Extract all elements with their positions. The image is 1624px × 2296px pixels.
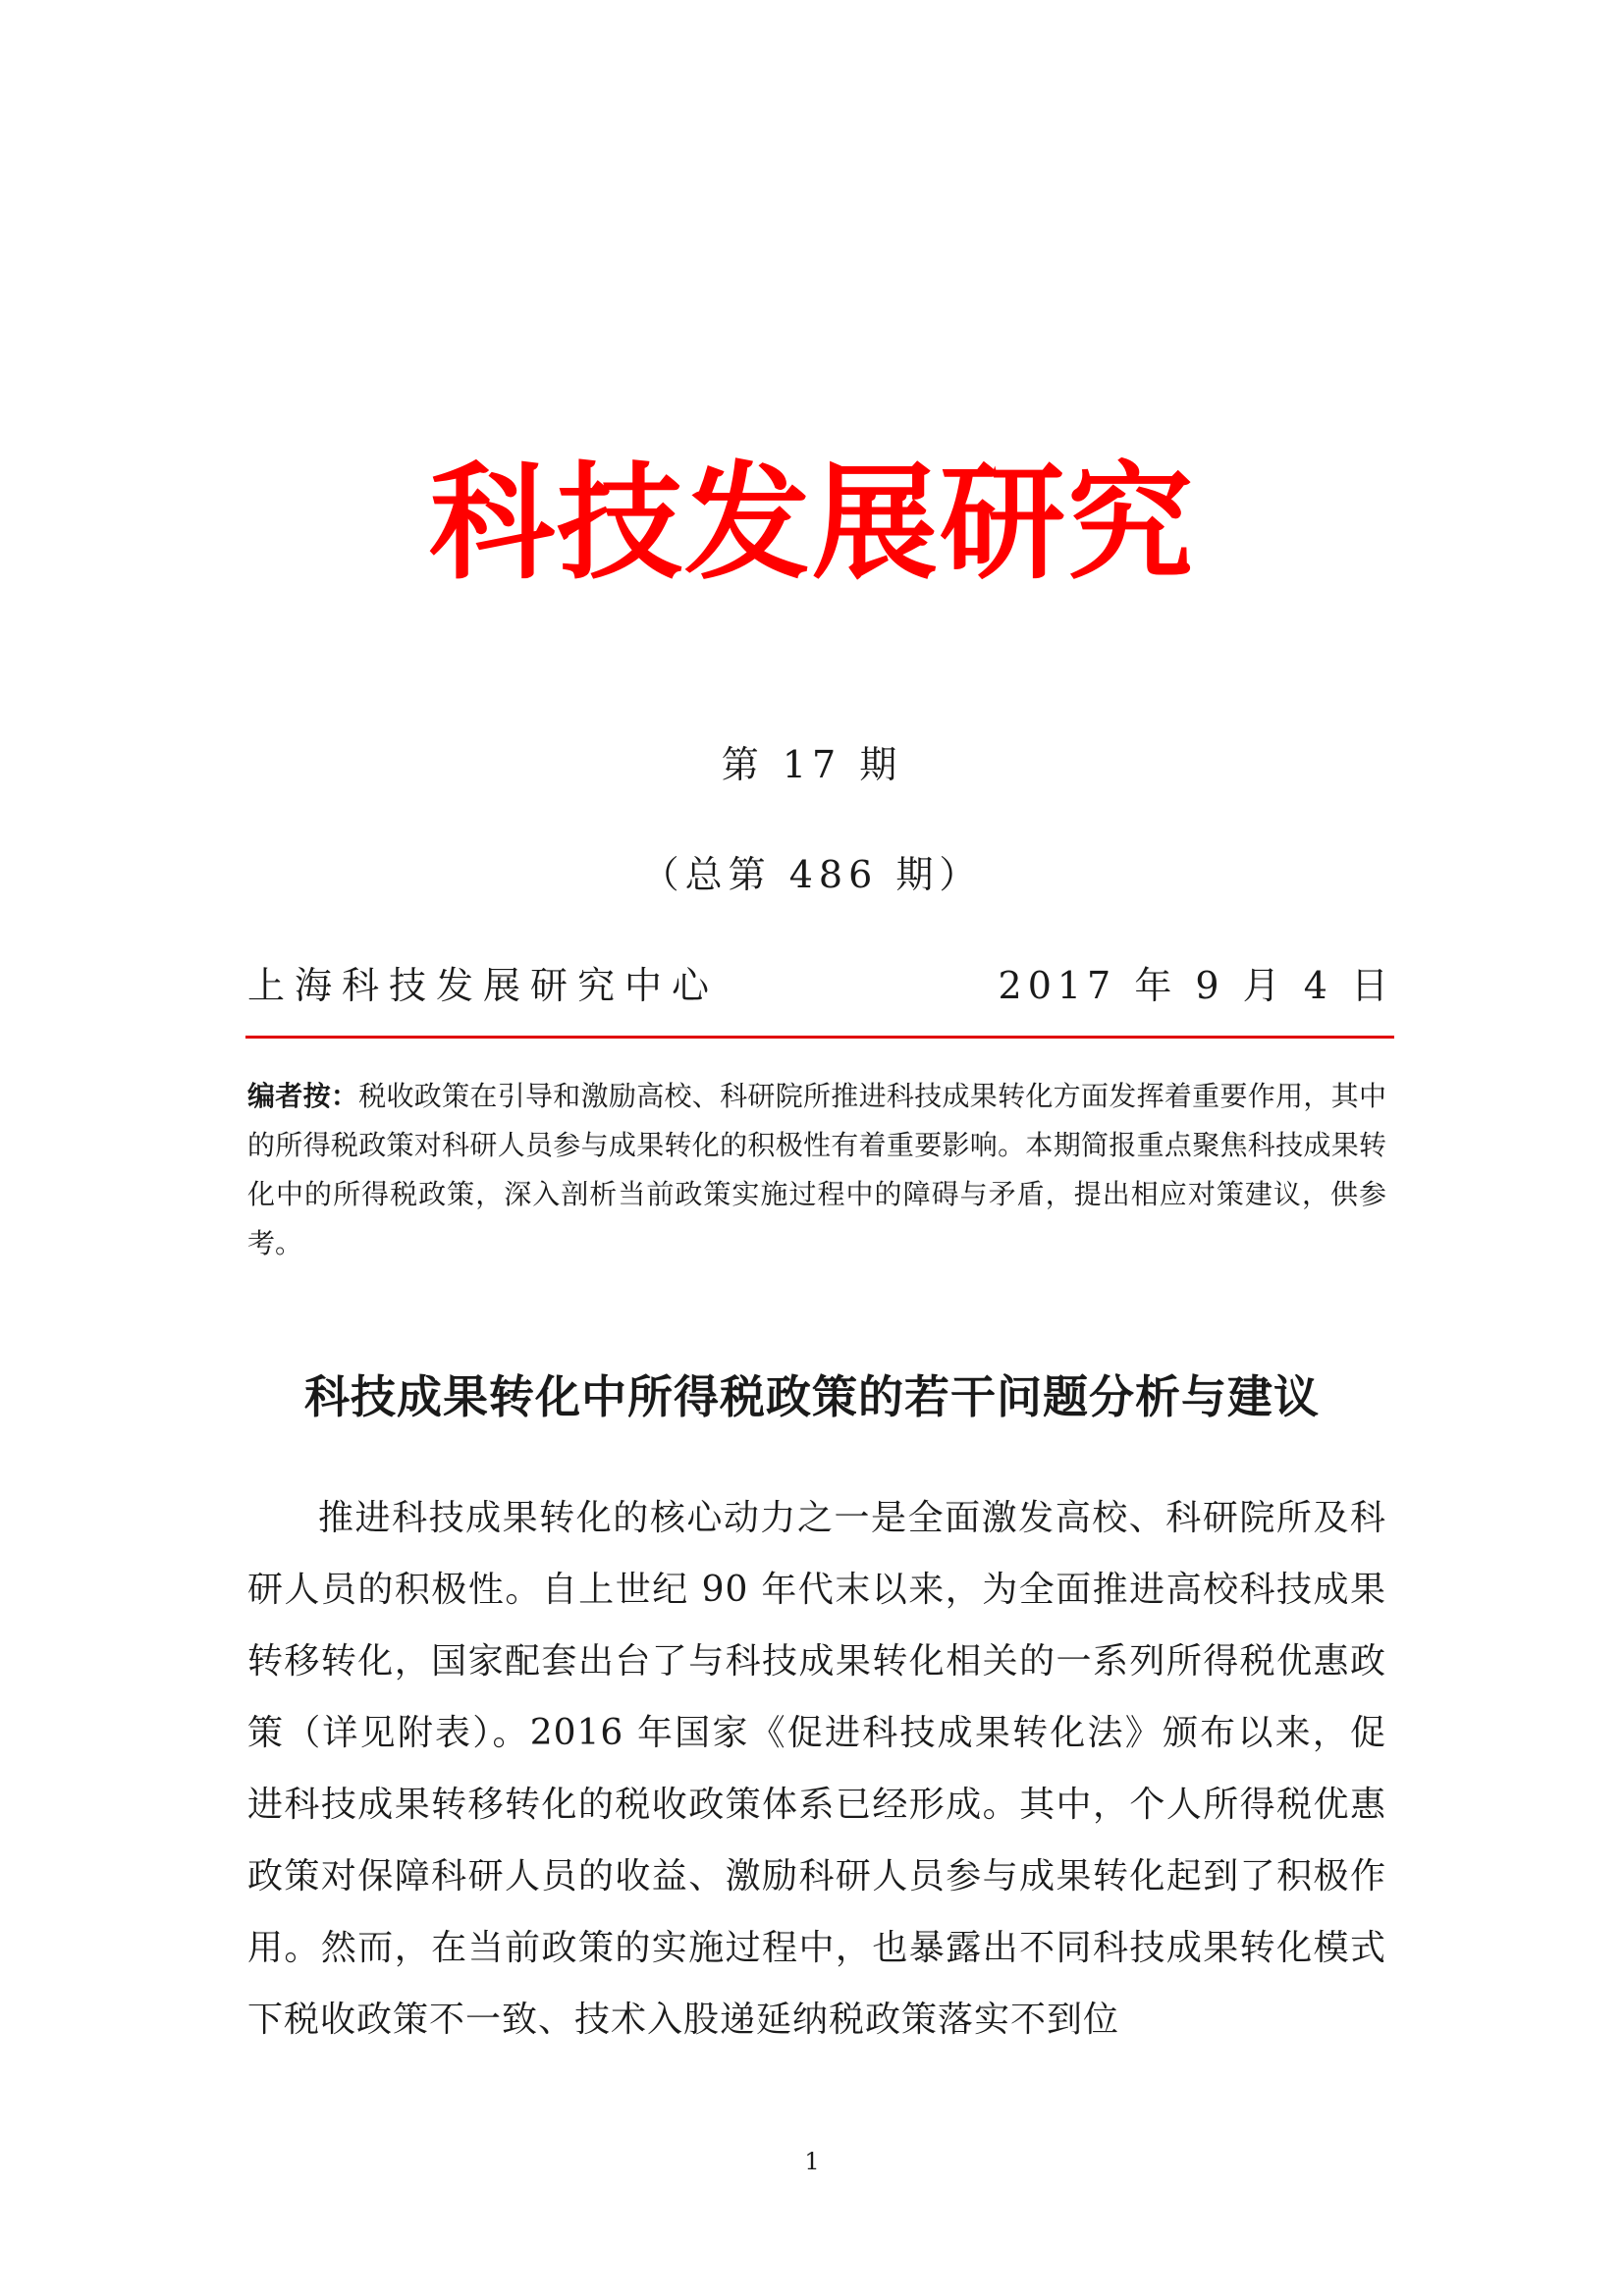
issue-total-number: （总第 486 期） xyxy=(641,853,983,896)
issue-number: 第 17 期 xyxy=(721,743,903,786)
article-paragraph: 推进科技成果转化的核心动力之一是全面激发高校、科研院所及科研人员的积极性。自上世纪 90 年代末以来，为全面推进高校科技成果转移转化，国家配套出台了与科技成果转化相关的一系列所得税优惠政策（详见附表）。2016 年国家《促进科技成果转化法》颁布以来，促进科技成果转移转化的税收政策体系已经形成。其中，个人所得税优惠政策对保障科研人员的收益、激励科研人员参与成果转化起到了积极作用。然而，在当前政策的实施过程中，也暴露出不同科技成果转化模式下税收政策不一致、技术入股递延纳税政策落实不到位 xyxy=(247,1498,1386,2040)
publisher-name: 上海科技发展研究中心 xyxy=(247,964,720,1007)
masthead-title: 科技发展研究 xyxy=(428,451,1195,597)
publication-date: 2017 年 9 月 4 日 xyxy=(998,964,1394,1007)
article-title: 科技成果转化中所得税政策的若干问题分析与建议 xyxy=(304,1370,1320,1423)
editor-note-label: 编者按： xyxy=(247,1080,359,1112)
publication-info-row xyxy=(247,964,1394,1007)
editor-note xyxy=(247,1072,1386,1268)
editor-note-text: 税收政策在引导和激励高校、科研院所推进科技成果转化方面发挥着重要作用，其中的所得税政策对科研人员参与成果转化的积极性有着重要影响。本期简报重点聚焦科技成果转化中的所得税政策，深入剖析当前政策实施过程中的障碍与矛盾，提出相应对策建议，供参考。 xyxy=(247,1080,1386,1259)
page-number: 1 xyxy=(804,2148,820,2175)
red-divider-line xyxy=(245,1036,1394,1039)
